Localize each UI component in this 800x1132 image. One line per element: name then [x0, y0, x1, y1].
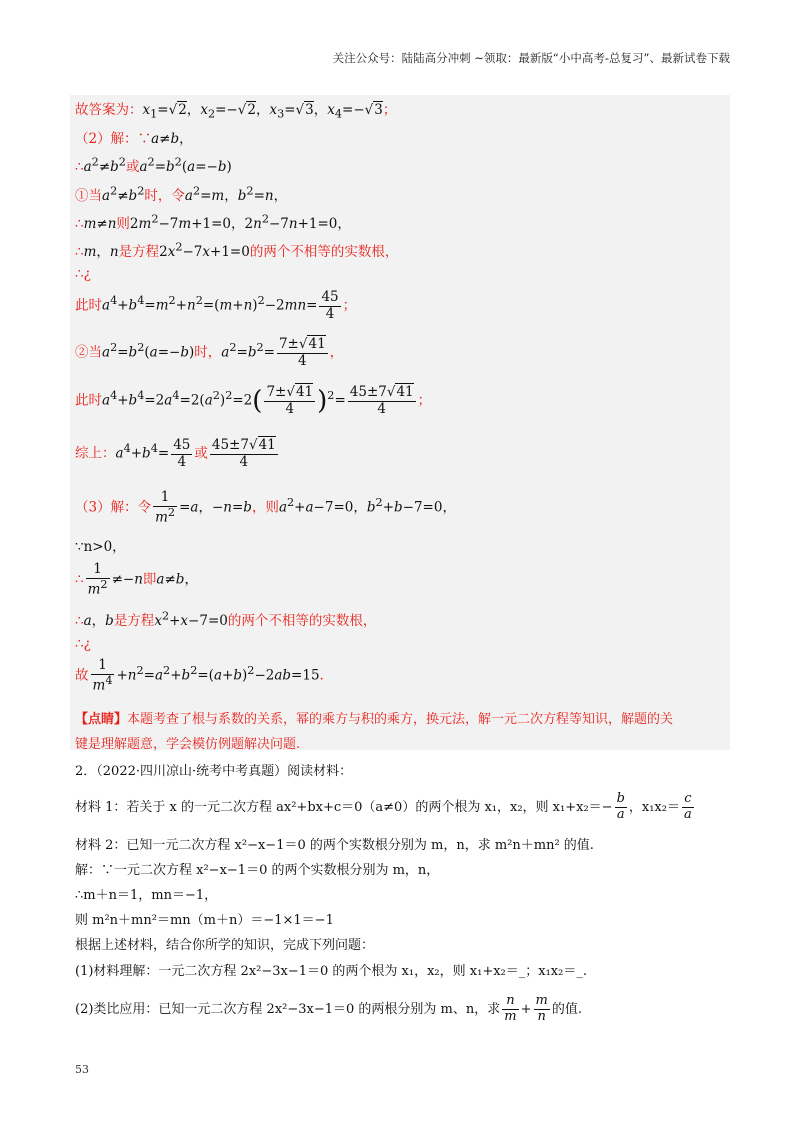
solution-line-3: 则 m²n＋mn²＝mn（m＋n）＝−1×1＝−1 — [75, 913, 334, 928]
answer-line-12: （3）解：令 $\frac{1}{m^2}$ =a，−n=b，则$a^2+a-7=0$，$b^2+b-7=0$， — [75, 489, 456, 526]
answer-line-11: 综上：$a^4+b^4=$ $\frac{45}{4}$ 或 $\frac{45\pm 7√41}{4}$ — [75, 437, 276, 470]
answer-line-1: 故答案为：$x_1=√2$，$x_2=-√2$，$x_3=√3$，$x_4=-√3$； — [75, 102, 397, 121]
question-part-2: (2)类比应用：已知一元二次方程 2x²−3x−1＝0 的两根分别为 m、n，求 $\frac{n}{m}$ + $\frac{m}{n}$ 的值. — [75, 993, 582, 1024]
question-part-1: (1)材料理解：一元二次方程 2x²−3x−1＝0 的两个根为 x₁，x₂，则 x₁+x₂＝_；x₁x₂＝_. — [75, 964, 587, 979]
material-1: 材料 1：若关于 x 的一元二次方程 ax²+bx+c＝0（a≠0）的两个根为 x₁，x₂，则 x₁+x₂＝− $\frac{b}{a}$ ，x₁x₂＝ $\frac{c}{a}$ — [75, 791, 692, 822]
answer-line-2: （2）解：∵a≠b， — [75, 131, 193, 147]
answer-line-8: 此时$a^4+b^4=m^2+n^2=(m+n)^2-2mn=$ $\frac{45}{4}$ ； — [75, 289, 357, 322]
material-2: 材料 2：已知一元二次方程 x²−x−1＝0 的两个实数根分别为 m，n，求 m²n＋mn² 的值. — [75, 838, 594, 853]
answer-line-17: 故 $\frac{1}{m^4}$ $+n^2=a^2+b^2=(a+b)^2-2ab=15$. — [75, 657, 324, 694]
comment-line-1: 【点睛】本题考查了根与系数的关系，幂的乘方与积的乘方，换元法，解一元二次方程等知识，解题的关 — [75, 712, 674, 727]
answer-line-14: ∴ $\frac{1}{m^2}$ ≠−n即a≠b， — [75, 561, 198, 598]
answer-line-10: 此时$a^4+b^4=2a^4=2(a^2)^2=2$( $\frac{7\pm√41}{4}$ )$^2$= $\frac{45\pm 7√41}{4}$ ； — [75, 384, 432, 417]
instruction-line: 根据上述材料，结合你所学的知识，完成下列问题： — [75, 938, 375, 953]
answer-line-9: ②当$a^2=b^2(a=-b)$时，$a^2=b^2=$ $\frac{7\pm√41}{4}$ ， — [75, 336, 344, 369]
solution-line-2: ∴m＋n＝1，mn＝−1， — [75, 888, 218, 903]
answer-line-6: ∴m，n是方程$2x^2-7x+1=0$的两个不相等的实数根， — [75, 240, 399, 260]
answer-line-15: ∴a，b是方程$x^2+x-7=0$的两个不相等的实数根， — [75, 609, 377, 629]
answer-line-13: ∵n>0， — [75, 539, 126, 555]
answer-line-7: ∴¿ — [75, 266, 91, 282]
page-number: 53 — [75, 1063, 89, 1076]
answer-line-5: ∴m≠n则$2m^2-7m+1=0$，$2n^2-7n+1=0$， — [75, 212, 351, 232]
answer-line-4: ①当$a^2\ne b^2$时，令$a^2=m$，$b^2=n$， — [75, 184, 288, 204]
answer-line-16: ∴¿ — [75, 636, 91, 652]
answer-line-3: $\therefore a^2\ne b^2$或$a^2=b^2(a=-b)$ — [75, 155, 232, 175]
page-header: 关注公众号：陆陆高分冲刺 ~领取：最新版“小中高考-总复习”、最新试卷下载 — [332, 51, 730, 65]
comment-line-2: 键是理解题意，学会模仿例题解决问题. — [75, 737, 301, 752]
solution-line-1: 解：∵一元二次方程 x²−x−1＝0 的两个实数根分别为 m，n， — [75, 863, 440, 878]
question-title: 2．（2022·四川凉山·统考中考真题）阅读材料： — [75, 764, 353, 779]
